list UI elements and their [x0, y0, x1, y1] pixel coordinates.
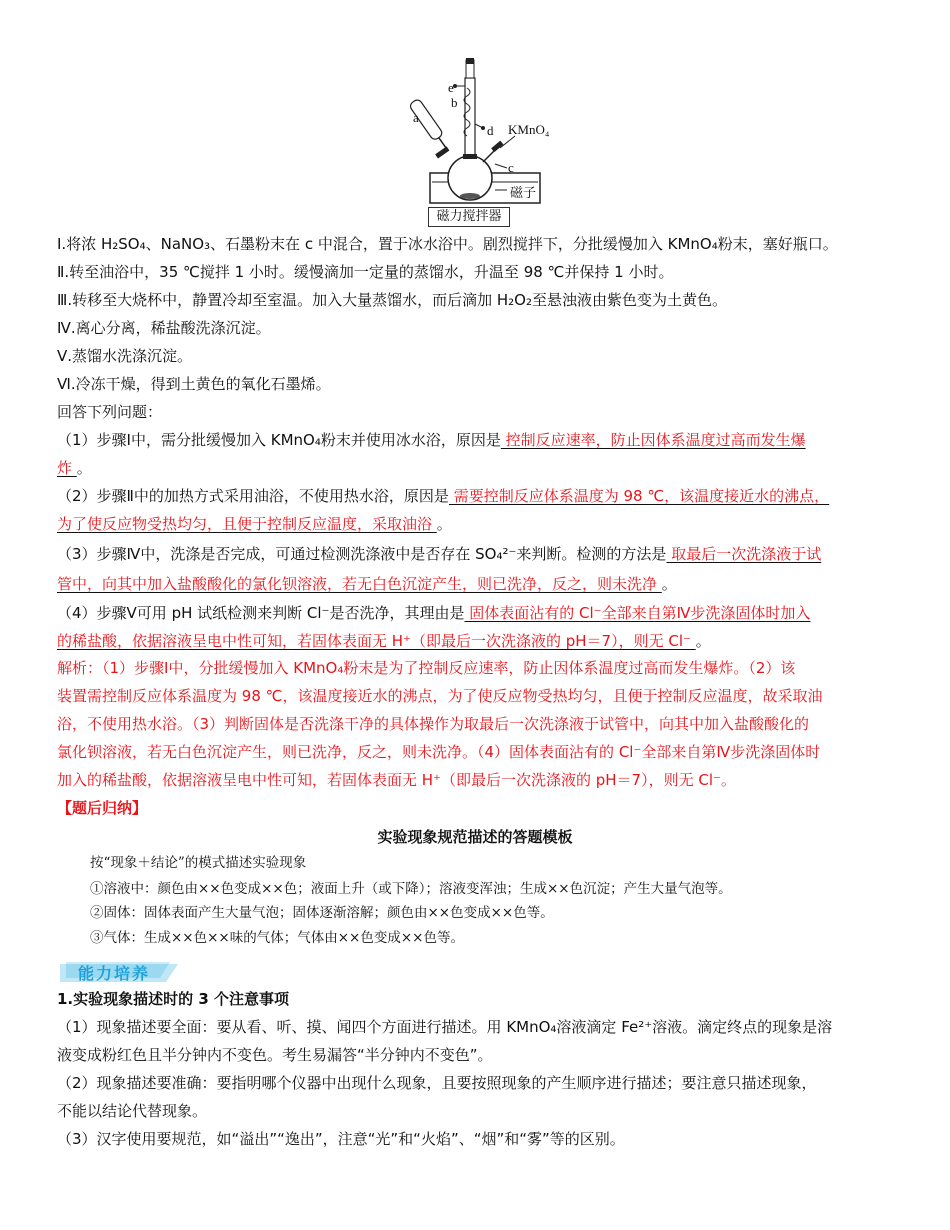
- question-2: （2）步骤Ⅱ中的加热方式采用油浴，不使用热水浴，原因是 需要控制反应体系温度为 98 ℃，该温度接近水的沸点，: [57, 487, 830, 505]
- answer-3b: 管中，向其中加入盐酸酸化的氯化钡溶液，若无白色沉淀产生，则已洗净，反之，则未洗净: [57, 575, 662, 593]
- step-1: Ⅰ.将浓 H₂SO₄、NaNO₃、石墨粉末在 c 中混合，置于冰水浴中。剧烈搅拌下，分批缓慢加入 KMnO₄粉末，塞好瓶口。: [57, 235, 838, 253]
- template-intro: 按“现象＋结论”的模式描述实验现象: [90, 855, 307, 871]
- analysis-line-1: 解析：（1）步骤Ⅰ中，分批缓慢加入 KMnO₄粉末是为了控制反应速率，防止因体系温度过高而发生爆炸。（2）该: [57, 659, 796, 677]
- template-solid: ②固体：固体表面产生大量气泡；固体逐渐溶解；颜色由××色变成××色等。: [90, 905, 554, 921]
- answer-1b: 炸: [57, 459, 77, 477]
- section-title: 1.实验现象描述时的 3 个注意事项: [57, 990, 290, 1008]
- question-4: （4）步骤Ⅴ可用 pH 试纸检测来判断 Cl⁻是否洗净，其理由是 固体表面沾有的 Cl⁻全部来自第Ⅳ步洗涤固体时加入: [57, 604, 811, 622]
- note-2b: 不能以结论代替现象。: [57, 1102, 208, 1120]
- template-solution: ①溶液中：颜色由××色变成××色；液面上升（或下降）；溶液变浑浊；生成××色沉淀；产生大量气泡等。: [90, 881, 732, 897]
- answer-2a: 需要控制反应体系温度为 98 ℃，该温度接近水的沸点，: [448, 487, 830, 505]
- label-magnet: 磁子: [510, 185, 537, 200]
- answer-4a: 固体表面沾有的 Cl⁻全部来自第Ⅳ步洗涤固体时加入: [464, 604, 811, 622]
- analysis-line-4: 氯化钡溶液，若无白色沉淀产生，则已洗净，反之，则未洗净。（4）固体表面沾有的 Cl⁻全部来自第Ⅳ步洗涤固体时: [57, 743, 821, 761]
- apparatus-diagram: [395, 58, 575, 228]
- step-6: Ⅵ.冷冻干燥，得到土黄色的氧化石墨烯。: [57, 375, 331, 393]
- answer-1a: 控制反应速率，防止因体系温度过高而发生爆: [500, 431, 806, 449]
- note-1b: 液变成粉红色且半分钟内不变色。考生易漏答“半分钟内不变色”。: [57, 1046, 493, 1064]
- template-gas: ③气体：生成××色××味的气体；气体由××色变成××色等。: [90, 930, 464, 946]
- step-5: Ⅴ.蒸馏水洗涤沉淀。: [57, 347, 193, 365]
- label-d: d: [487, 123, 494, 138]
- step-3: Ⅲ.转移至大烧杯中，静置冷却至室温。加入大量蒸馏水，而后滴加 H₂O₂至悬浊液由紫色变为土黄色。: [57, 291, 727, 309]
- analysis-line-2: 装置需控制反应体系温度为 98 ℃，该温度接近水的沸点，为了使反应物受热均匀，且便于控制反应温度，故采取油: [57, 687, 823, 705]
- step-4: Ⅳ.离心分离，稀盐酸洗涤沉淀。: [57, 319, 271, 337]
- analysis-line-5: 加入的稀盐酸，依据溶液呈电中性可知，若固体表面无 H⁺（即最后一次洗涤液的 pH＝7），则无 Cl⁻。: [57, 771, 736, 789]
- step-2: Ⅱ.转至油浴中，35 ℃搅拌 1 小时。缓慢滴加一定量的蒸馏水，升温至 98 ℃并保持 1 小时。: [57, 263, 674, 281]
- post-question-summary: 【题后归纳】: [57, 799, 148, 817]
- label-a: a: [413, 110, 419, 125]
- template-title: 实验现象规范描述的答题模板: [377, 828, 573, 846]
- note-3: （3）汉字使用要规范，如“溢出”“逸出”，注意“光”和“火焰”、“烟”和“雾”等的区别。: [57, 1130, 625, 1148]
- condenser: [465, 78, 475, 156]
- label-kmno4: KMnO₄: [508, 122, 550, 137]
- note-2a: （2）现象描述要准确：要指明哪个仪器中出现什么现象，且要按照现象的产生顺序进行描述；要注意只描述现象，: [57, 1074, 817, 1092]
- answer-2b: 为了使反应物受热均匀，且便于控制反应温度，采取油浴: [57, 515, 437, 533]
- stirrer-label: 磁力搅拌器: [428, 207, 510, 227]
- answer-3a: 取最后一次洗涤液于试: [666, 545, 822, 563]
- label-c: c: [508, 160, 514, 175]
- questions-intro: 回答下列问题：: [57, 403, 163, 421]
- analysis-line-3: 浴，不使用热水浴。（3）判断固体是否洗涤干净的具体操作为取最后一次洗涤液于试管中，向其中加入盐酸酸化的: [57, 715, 810, 733]
- badge-label: 能力培养: [78, 964, 151, 983]
- note-1a: （1）现象描述要全面：要从看、听、摸、闻四个方面进行描述。用 KMnO₄溶液滴定 Fe²⁺溶液。滴定终点的现象是溶: [57, 1018, 833, 1036]
- label-b: b: [451, 95, 458, 110]
- question-3: （3）步骤Ⅳ中，洗涤是否完成，可通过检测洗涤液中是否存在 SO₄²⁻来判断。检测的方法是 取最后一次洗涤液于试: [57, 545, 822, 563]
- answer-4b: 的稀盐酸，依据溶液呈电中性可知，若固体表面无 H⁺（即最后一次洗涤液的 pH＝7），则无 Cl⁻: [57, 632, 696, 650]
- label-e: e: [448, 80, 454, 95]
- question-1: （1）步骤Ⅰ中，需分批缓慢加入 KMnO₄粉末并使用冰水浴，原因是 控制反应速率，防止因体系温度过高而发生爆: [57, 431, 806, 449]
